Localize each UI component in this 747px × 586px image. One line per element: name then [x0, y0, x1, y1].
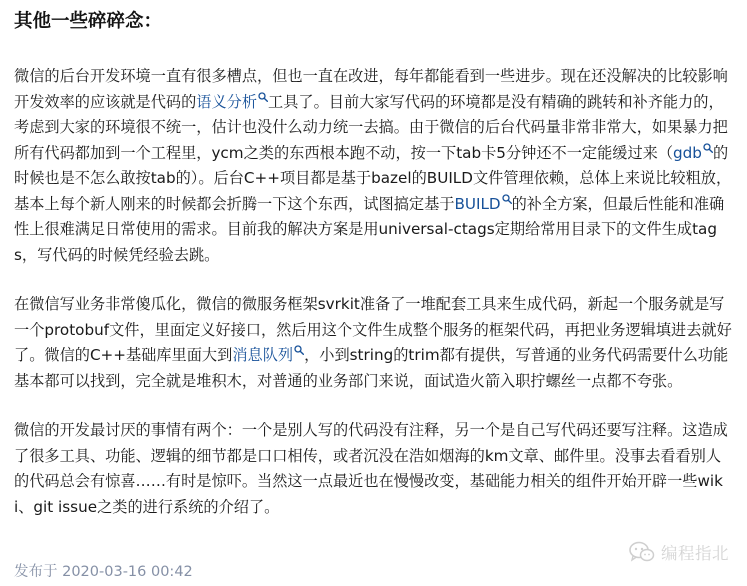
- search-icon: [502, 194, 512, 204]
- paragraph-text: 微信的开发最讨厌的事情有两个：一个是别人写的代码没有注释，另一个是自己写代码还要写注释。这造成了很多工具、功能、逻辑的细节都是口口相传，或者沉没在浩如烟海的km文章、邮件里。没事去看看别人的代码总会有惊喜……有时是惊吓。当然这一点最近也在慢慢改变，基础能力相关的组件开始开辟一些wiki、git issue之类的进行系统的介绍了。: [14, 421, 728, 516]
- search-icon: [294, 345, 304, 355]
- search-icon: [703, 143, 713, 153]
- paragraph-comments: [14, 418, 736, 520]
- publish-time: 发布于 2020-03-16 00:42: [14, 564, 193, 580]
- link-gdb[interactable]: [673, 144, 713, 162]
- wechat-logo-icon: [629, 541, 655, 563]
- paragraph-text: 的补全方案，但最后性能和准确性上很难满足日常使用的需求。目前我的解决方案是用universal-ctags定期给常用目录下的文件生成tags，写代码的时候凭经验去跳。: [14, 194, 725, 264]
- paragraph-business-dev: [14, 292, 736, 394]
- paragraph-text: ，小到string的trim都有提供，写普通的业务代码需要什么功能基本都可以找到，完全就是堆积木，对普通的业务部门来说，面试造火箭入职拧螺丝一点都不夸张。: [14, 346, 729, 390]
- link-build[interactable]: [454, 195, 511, 213]
- paragraph-text: 在微信写业务非常傻瓜化，微信的微服务框架svrkit准备了一堆配套工具来生成代码，新起一个服务就是写一个protobuf文件，里面定义好接口，然后用这个文件生成整个服务的框架代码，再把业务逻辑填进去就好了。微信的C++基础库里面大到: [14, 295, 732, 364]
- search-icon: [258, 92, 268, 102]
- link-label: 语义分析: [196, 92, 257, 111]
- link-label: BUILD: [454, 194, 501, 213]
- link-label: 消息队列: [232, 346, 294, 364]
- watermark: [625, 538, 733, 566]
- paragraph-text: 工具了。目前大家写代码的环境都是没有精确的跳转和补齐能力的，考虑到大家的环境很不统一，估计也没什么动力统一去搞。由于微信的后台代码量非常非常大，如果暴力把所有代码都加到一个工程里，ycm之类的东西根本跑不动，按一下tab卡5分钟还不一定能缓过来（: [14, 92, 728, 162]
- paragraph-text: 的时候也是不怎么敢按tab的）。后台C++项目都是基于bazel的BUILD文件管理依赖，总体上来说比较粗放，基本上每个新人刚来的时候都会折腾一下这个东西，试图搞定基于: [14, 143, 732, 213]
- article-body: [14, 0, 736, 520]
- paragraph-dev-environment: [14, 64, 736, 268]
- section-heading: 其他一些碎碎念：: [14, 11, 163, 32]
- paragraph-text: 微信的后台开发环境一直有很多槽点，但也一直在改进，每年都能看到一些进步。现在还没解决的比较影响开发效率的应该就是代码的: [14, 67, 728, 111]
- link-message-queue[interactable]: [232, 346, 304, 364]
- link-label: gdb: [673, 143, 702, 162]
- watermark-text: 编程指北: [661, 544, 729, 563]
- link-semantic-analysis[interactable]: [196, 93, 268, 111]
